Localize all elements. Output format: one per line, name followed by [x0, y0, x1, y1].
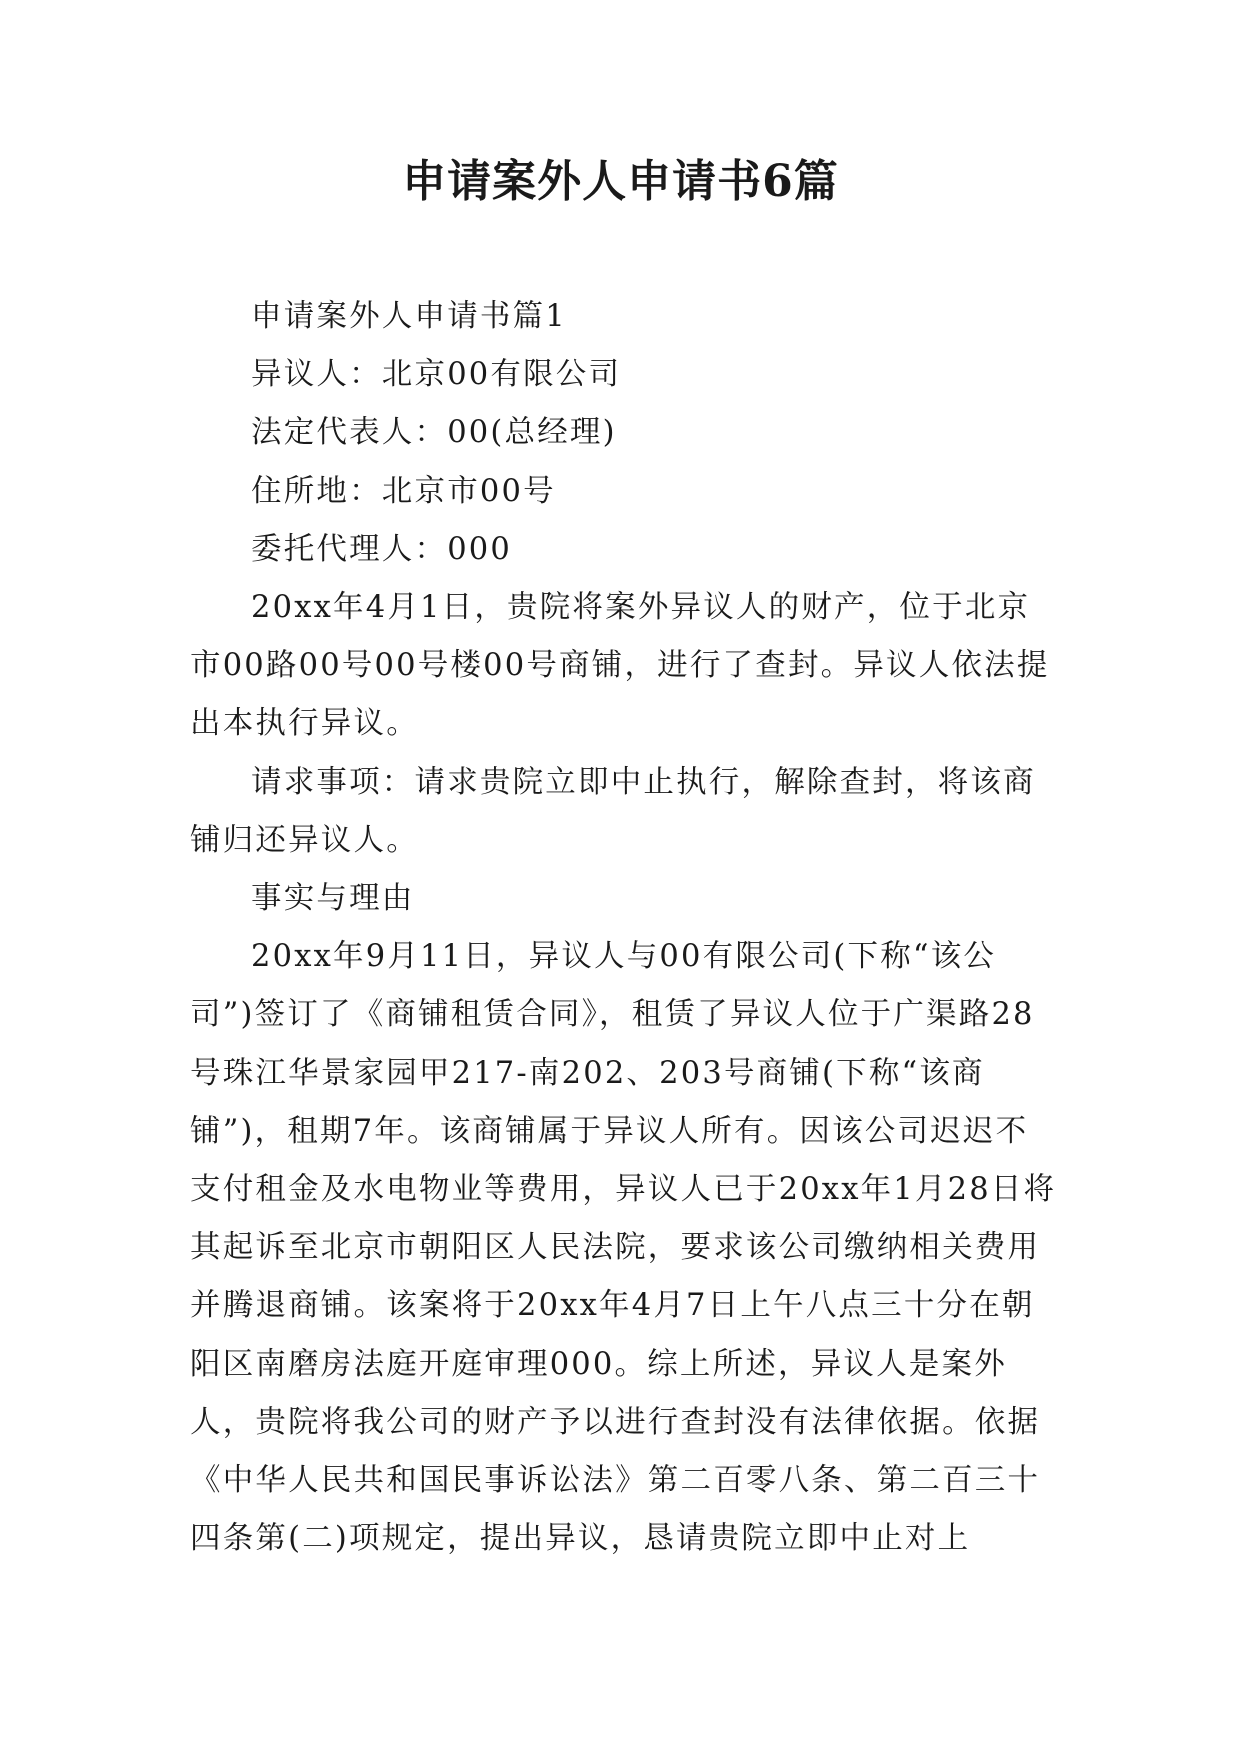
request-paragraph: 请求事项：请求贵院立即中止执行，解除查封，将该商铺归还异议人。	[190, 764, 1036, 858]
agent-line: 委托代理人：000	[251, 531, 513, 567]
legal-representative-line: 法定代表人：00(总经理)	[251, 415, 617, 451]
document-title: 申请案外人申请书6篇	[402, 156, 839, 207]
facts-paragraph: 20xx年9月11日，异议人与00有限公司(下称“该公司”)签订了《商铺租赁合同》，租赁了异议人位于广渠路28号珠江华景家园甲217-南202、203号商铺(下称“该商铺”)，租期7年。该商铺属于异议人所有。因该公司迟迟不支付租金及水电物业等费用，异议人已于20xx年1月28日将其起诉至北京市朝阳区人民法院，要求该公司缴纳相关费用并腾退商铺。该案将于20xx年4月7日上午八点三十分在朝阳区南磨房法庭开庭审理000。综上所述，异议人是案外人，贵院将我公司的财产予以进行查封没有法律依据。依据《中华人民共和国民事诉讼法》第二百零八条、第二百三十四条第(二)项规定，提出异议，恳请贵院立即中止对上	[190, 939, 1057, 1557]
seizure-paragraph: 20xx年4月1日，贵院将案外异议人的财产，位于北京市00路00号00号楼00号商铺，进行了查封。异议人依法提出本执行异议。	[190, 590, 1050, 742]
objector-line: 异议人：北京00有限公司	[251, 357, 622, 393]
facts-heading: 事实与理由	[251, 881, 415, 917]
address-line: 住所地：北京市00号	[251, 473, 556, 509]
section-heading: 申请案外人申请书篇1	[251, 299, 567, 334]
document-body	[190, 288, 1058, 1568]
